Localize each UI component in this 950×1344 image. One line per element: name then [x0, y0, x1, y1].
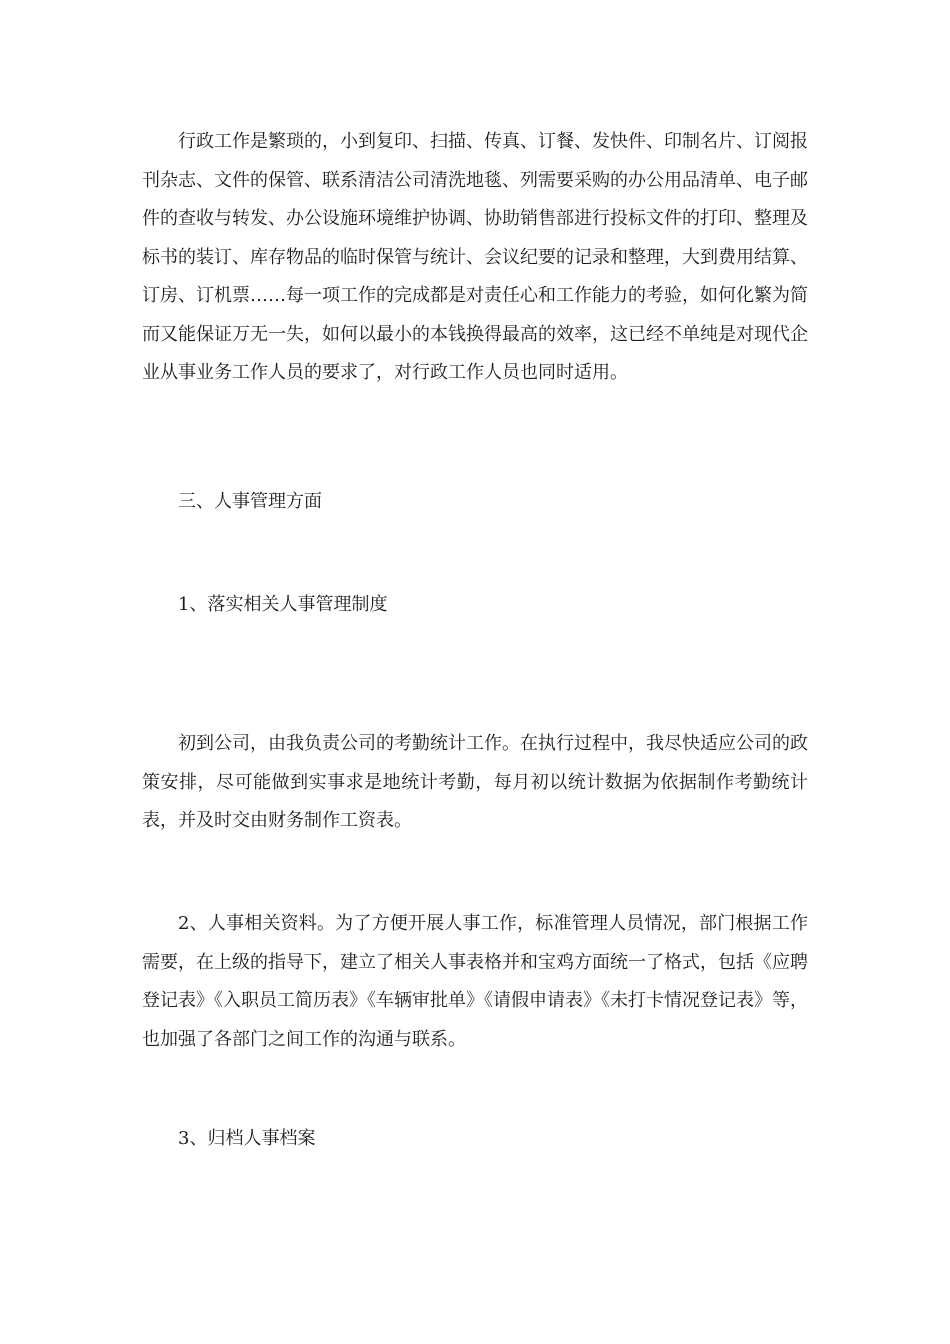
paragraph-attendance: 初到公司，由我负责公司的考勤统计工作。在执行过程中，我尽快适应公司的政策安排，尽可能做到实事求是地统计考勤，每月初以统计数据为依据制作考勤统计表，并及时交由财务制作工资表。 — [142, 733, 808, 831]
section-heading-hr-management: 三、人事管理方面 — [178, 491, 322, 512]
item-heading-hr-policy: 1、落实相关人事管理制度 — [178, 594, 388, 615]
paragraph-hr-materials: 2、人事相关资料。为了方便开展人事工作，标准管理人员情况，部门根据工作需要，在上级的指导下，建立了相关人事表格并和宝鸡方面统一了格式，包括《应聘登记表》《入职员工简历表》《车辆审批单》《请假申请表》《未打卡情况登记表》等，也加强了各部门之间工作的沟通与联系。 — [142, 913, 808, 1050]
item-heading-hr-archives: 3、归档人事档案 — [178, 1128, 316, 1149]
paragraph-admin-work: 行政工作是繁琐的，小到复印、扫描、传真、订餐、发快件、印制名片、订阅报刊杂志、文件的保管、联系清洁公司清洗地毯、列需要采购的办公用品清单、电子邮件的查收与转发、办公设施环境维护协调、协助销售部进行投标文件的打印、整理及标书的装订、库存物品的临时保管与统计、会议纪要的记录和整理，大到费用结算、订房、订机票……每一项工作的完成都是对责任心和工作能力的考验，如何化繁为简而又能保证万无一失，如何以最小的本钱换得最高的效率，这已经不单纯是对现代企业从事业务工作人员的要求了，对行政工作人员也同时适用。 — [142, 131, 808, 383]
